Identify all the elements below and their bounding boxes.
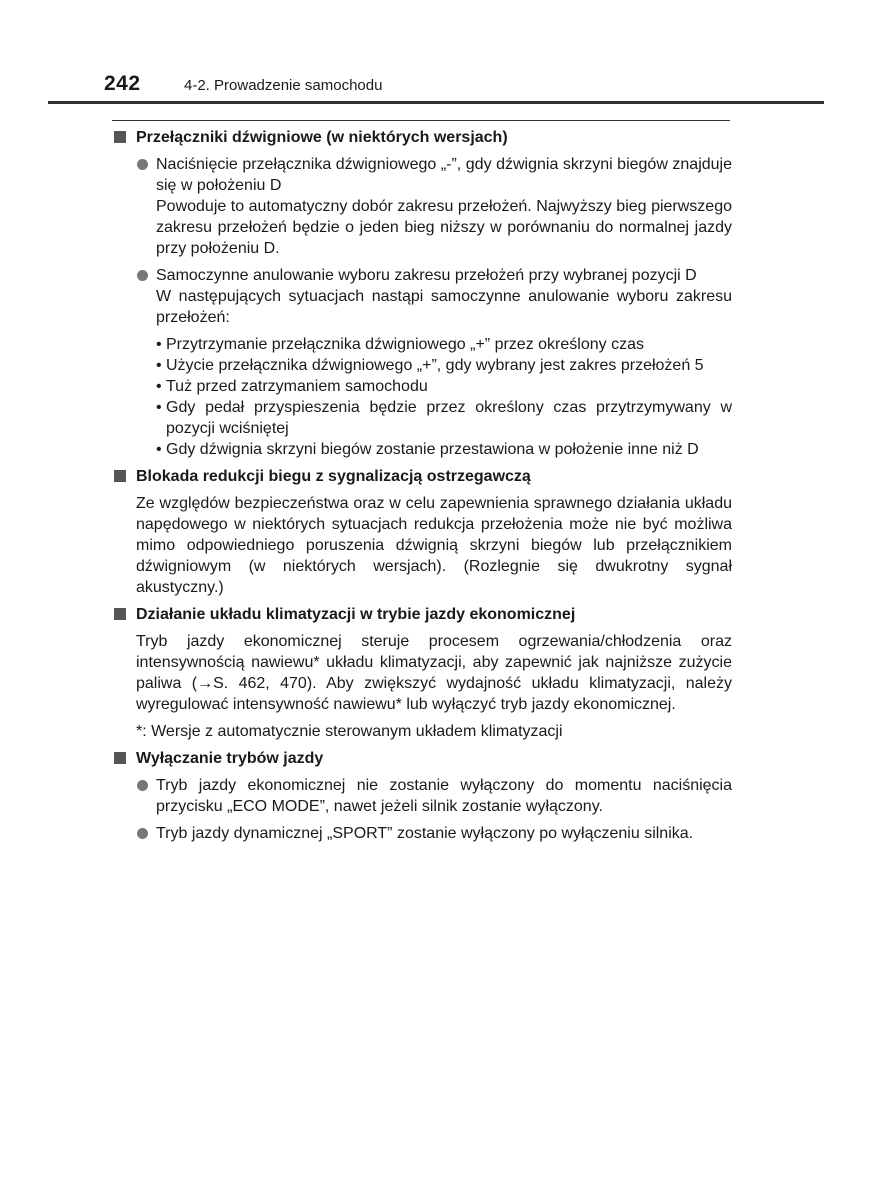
bullet-mark-icon: • [156, 441, 162, 458]
list-item: • Gdy dźwignia skrzyni biegów zostanie przestawiona w położenie inne niż D [156, 441, 699, 458]
bullet-item [112, 775, 732, 817]
section-paragraph: Ze względów bezpieczeństwa oraz w celu zapewnienia sprawnego działania układu napędowego w niektórych sytuacjach redukcja przełożenia może nie być możliwa mimo odpowiedniego poruszenia dźwignią skrzyni biegów lub przełącznikiem dźwigniowym (w niektórych wersjach). (Rozlegnie się dwukrotny sygnał akustyczny.) [136, 495, 732, 596]
section-title: Działanie układu klimatyzacji w trybie jazdy ekonomicznej [112, 604, 732, 625]
page-number: 242 [104, 72, 141, 95]
bullet-dot-icon [137, 828, 148, 839]
bullet-mark-icon: • [156, 336, 162, 353]
bullet-text: Samoczynne anulowanie wyboru zakresu przełożeń przy wybranej pozycji D [156, 267, 697, 284]
bullet-mark-icon: • [156, 378, 162, 395]
bullet-item [112, 154, 732, 259]
section-square-icon [114, 131, 126, 143]
section-title: Blokada redukcji biegu z sygnalizacją ostrzegawczą [112, 466, 732, 487]
bullet-text: Naciśnięcie przełącznika dźwigniowego „-”, gdy dźwignia skrzyni biegów znajduje się w położeniu D [156, 156, 732, 194]
bullet-item [112, 265, 732, 328]
bullet-item [112, 823, 732, 844]
bullet-detail: Powoduje to automatyczny dobór zakresu przełożeń. Najwyższy bieg pierwszego zakresu przełożeń będzie o jeden bieg niższy w porównaniu do normalnej jazdy przy położeniu D. [156, 198, 732, 257]
section-title: Przełączniki dźwigniowe (w niektórych wersjach) [112, 127, 732, 148]
footnote: *: Wersje z automatycznie sterowanym układem klimatyzacji [136, 723, 563, 740]
list-item: • Gdy pedał przyspieszenia będzie przez określony czas przytrzymywany w pozycji wciśniętej [156, 399, 732, 437]
bullet-text: Tryb jazdy dynamicznej „SPORT” zostanie wyłączony po wyłączeniu silnika. [156, 825, 694, 842]
bullet-detail: W następujących sytuacjach nastąpi samoczynne anulowanie wyboru zakresu przełożeń: [156, 288, 732, 326]
bullet-dot-icon [137, 780, 148, 791]
section-square-icon [114, 470, 126, 482]
section-title: Wyłączanie trybów jazdy [112, 748, 732, 769]
page-content [112, 127, 732, 850]
bullet-dot-icon [137, 270, 148, 281]
bullet-dot-icon [137, 159, 148, 170]
list-item: • Przytrzymanie przełącznika dźwigniowego „+” przez określony czas [156, 336, 644, 353]
section-paragraph: Tryb jazdy ekonomicznej steruje procesem ogrzewania/chłodzenia oraz intensywnością nawiewu* układu klimatyzacji, aby zapewnić jak najniższe zużycie paliwa (→S. 462, 470). Aby zwiększyć wydajność układu klimatyzacji, należy wyregulować intensywność nawiewu* lub wyłączyć tryb jazdy ekonomicznej. [136, 633, 732, 713]
bullet-text: Tryb jazdy ekonomicznej nie zostanie wyłączony do momentu naciśnięcia przycisku „ECO MODE”, nawet jeżeli silnik zostanie wyłączony. [156, 777, 732, 815]
header-rule [48, 101, 824, 104]
content-rule [112, 120, 730, 121]
bullet-mark-icon: • [156, 357, 162, 374]
list-item: • Tuż przed zatrzymaniem samochodu [156, 378, 428, 395]
section-square-icon [114, 752, 126, 764]
list-item: • Użycie przełącznika dźwigniowego „+”, gdy wybrany jest zakres przełożeń 5 [156, 357, 704, 374]
bullet-mark-icon: • [156, 399, 162, 416]
sub-list [112, 334, 732, 460]
chapter-title: 4-2. Prowadzenie samochodu [184, 77, 383, 94]
section-square-icon [114, 608, 126, 620]
